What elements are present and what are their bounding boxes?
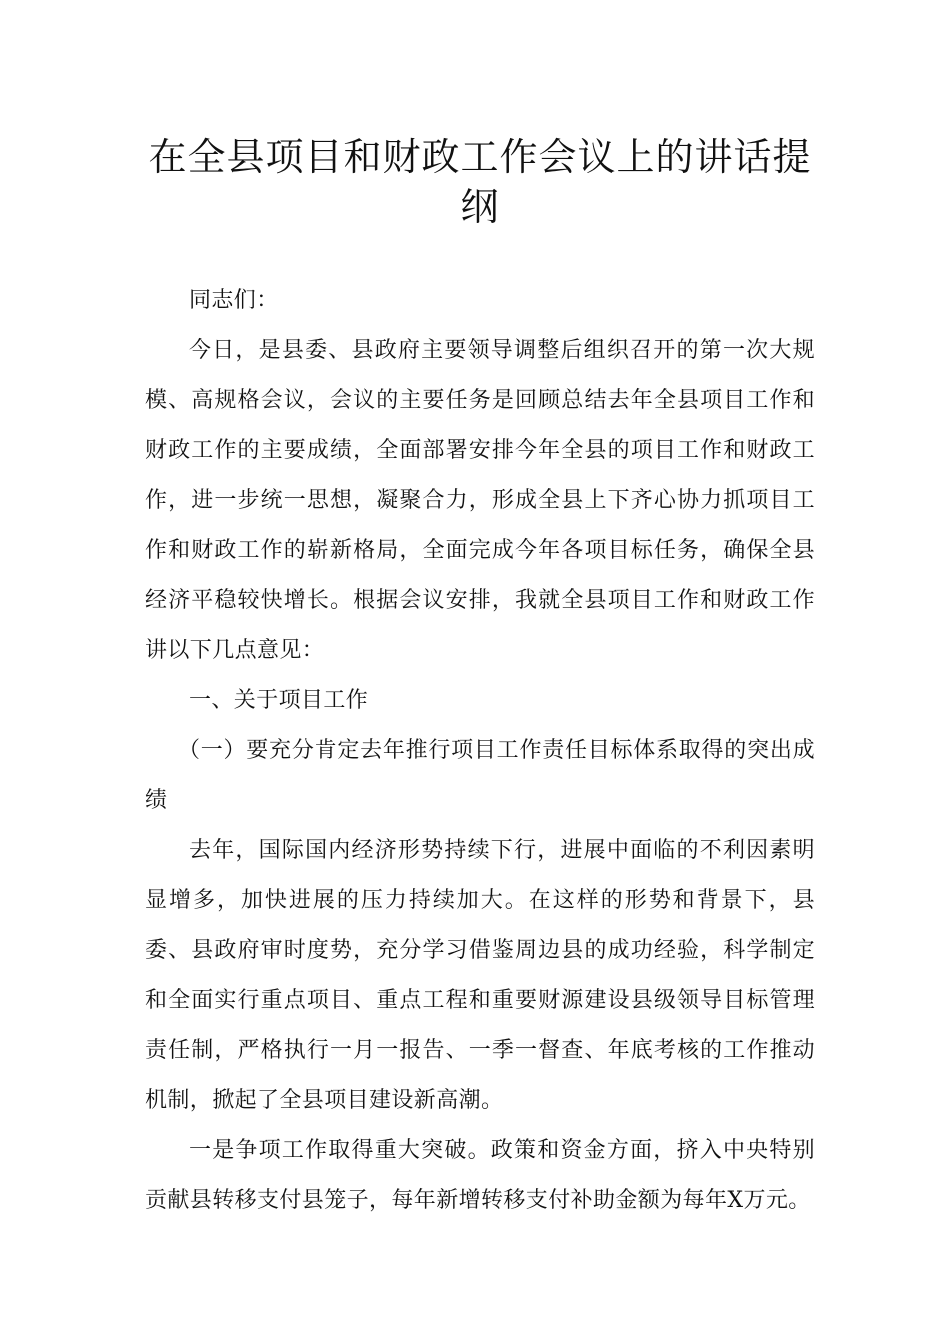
- intro-paragraph: 今日，是县委、县政府主要领导调整后组织召开的第一次大规模、高规格会议，会议的主要任务是回顾总结去年全县项目工作和财政工作的主要成绩，全面部署安排今年全县的项目工作和财政工作，进一步统一思想，凝聚合力，形成全县上下齐心协力抓项目工作和财政工作的崭新格局，全面完成今年各项目标任务，确保全县经济平稳较快增长。根据会议安排，我就全县项目工作和财政工作讲以下几点意见：: [145, 338, 815, 663]
- achievements-paragraph: 去年，国际国内经济形势持续下行，进展中面临的不利因素明显增多，加快进展的压力持续加大。在这样的形势和背景下，县委、县政府审时度势，充分学习借鉴周边县的成功经验，科学制定和全面实行重点项目、重点工程和重要财源建设县级领导目标管理责任制，严格执行一月一报告、一季一督查、年底考核的工作推动机制，掀起了全县项目建设新高潮。: [145, 838, 815, 1113]
- subsection-heading-achievements: （一）要充分肯定去年推行项目工作责任目标体系取得的突出成绩: [145, 738, 815, 813]
- breakthrough-paragraph: 一是争项工作取得重大突破。政策和资金方面，挤入中央特别贡献县转移支付县笼子，每年新增转移支付补助金额为每年X万元。: [145, 1138, 815, 1213]
- document-body: [145, 276, 815, 1226]
- document-title: 在全县项目和财政工作会议上的讲话提纲: [148, 135, 812, 229]
- salutation: 同志们：: [189, 288, 279, 313]
- section-heading-project-work: 一、关于项目工作: [189, 688, 369, 713]
